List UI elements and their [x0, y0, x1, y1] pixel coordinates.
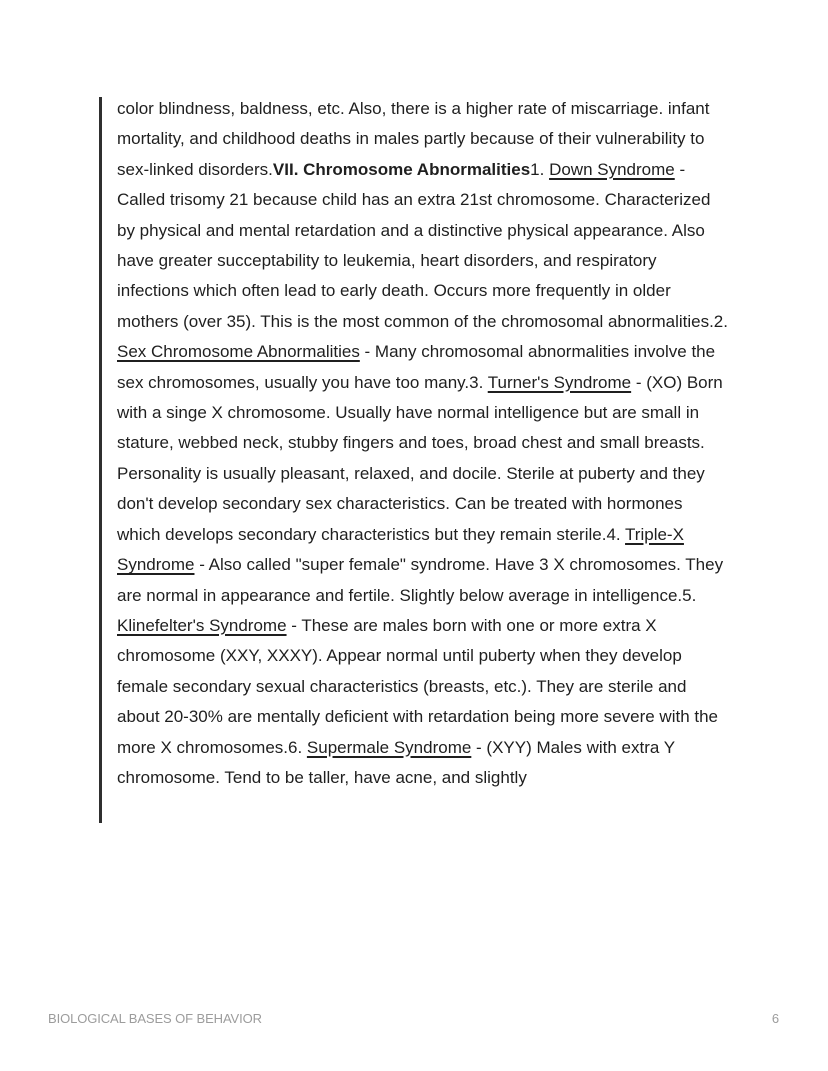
text-segment-underline: Triple-X Syndrome — [117, 524, 684, 575]
text-segment-underline: Down Syndrome — [549, 159, 675, 179]
text-segment-normal: - Also called "super female" syndrome. Have 3 X chromosomes. They are normal in appearance and fertile. Slightly below average in intelligence.5. — [117, 555, 724, 605]
quote-vertical-bar — [99, 97, 102, 823]
quote-block — [99, 97, 732, 823]
text-segment-normal: color blindness, baldness, etc. Also, there is a higher rate of miscarriage. infant mortality, and childhood deaths in males partly because of their vulnerability to sex-linked disorders. — [117, 99, 710, 179]
text-segment-bold: VII. Chromosome Abnormalities — [272, 159, 531, 179]
text-segment-normal: - Many chromosomal abnormalities involve the sex chromosomes, usually you have too many.3. — [117, 342, 716, 392]
text-segment-normal: - (XO) Born with a singe X chromosome. Usually have normal intelligence but are small in stature, webbed neck, stubby fingers and toes, broad chest and small breasts. Personality is usually pleasant, relaxed, and docile. Sterile at puberty and they don't develop secondary sex characteristics. Can be treated with hormones which develops secondary characteristics but they remain sterile.4. — [117, 372, 723, 544]
body-paragraph — [99, 94, 729, 823]
text-segment-underline: Sex Chromosome Abnormalities — [117, 342, 360, 362]
page-footer — [48, 1012, 779, 1026]
footer-title: BIOLOGICAL BASES OF BEHAVIOR — [48, 1011, 262, 1026]
text-segment-underline: Klinefelter's Syndrome — [117, 615, 287, 635]
text-segment-underline: Turner's Syndrome — [487, 372, 632, 392]
text-segment-normal: - Called trisomy 21 because child has an extra 21st chromosome. Characterized by physical and mental retardation and a distinctive physical appearance. Also have greater succeptability to leukemia, heart disorders, and respiratory infections which often lead to early death. Occurs more frequently in older mothers (over 35). This is the most common of the chromosomal abnormalities.2. — [117, 159, 728, 331]
text-segment-normal: 1. — [530, 159, 550, 179]
text-segment-normal: - (XYY) Males with extra Y chromosome. Tend to be taller, have acne, and slightly — [117, 737, 675, 787]
page-number: 6 — [771, 1011, 779, 1026]
text-segment-normal: - These are males born with one or more extra X chromosome (XXY, XXXY). Appear normal until puberty when they develop female secondary sexual characteristics (breasts, etc.). They are sterile and about 20-30% are mentally deficient with retardation being more severe with the more X chromosomes.6. — [117, 615, 719, 757]
text-segment-underline: Supermale Syndrome — [306, 737, 472, 757]
